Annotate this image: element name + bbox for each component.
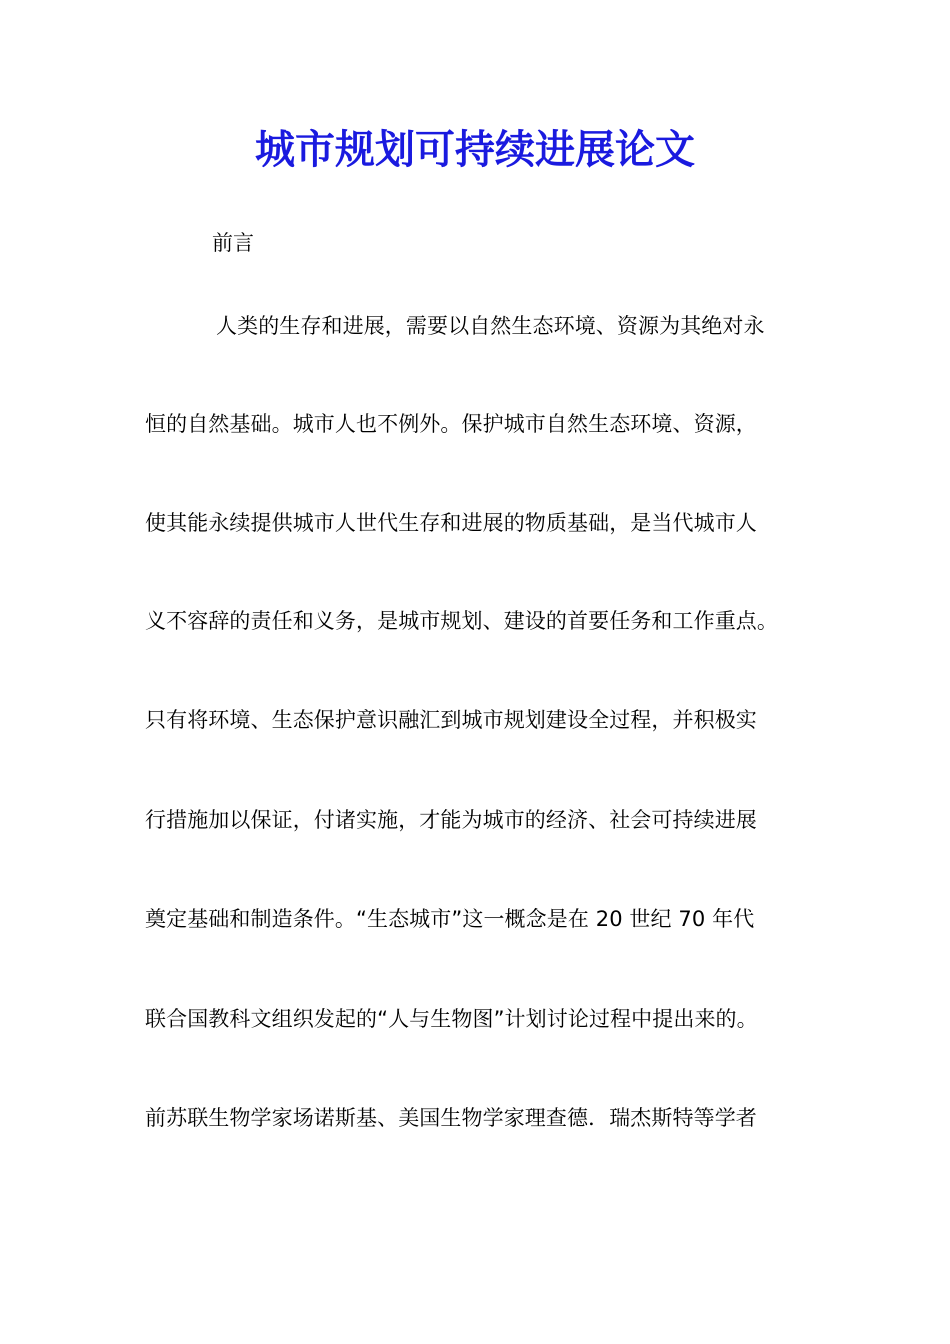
paragraph-line: 义不容辞的责任和义务，是城市规划、建设的首要任务和工作重点。 [145, 609, 778, 633]
paragraph-line: 人类的生存和进展，需要以自然生态环境、资源为其绝对永 [216, 314, 765, 338]
section-heading: 前言 [212, 231, 254, 255]
paragraph-line: 联合国教科文组织发起的“人与生物图”计划讨论过程中提出来的。 [145, 1007, 758, 1031]
paragraph-line: 奠定基础和制造条件。“生态城市”这一概念是在 20 世纪 70 年代 [145, 907, 755, 931]
paragraph-line: 只有将环境、生态保护意识融汇到城市规划建设全过程，并积极实 [145, 708, 757, 732]
paragraph-line: 恒的自然基础。城市人也不例外。保护城市自然生态环境、资源， [145, 412, 757, 436]
paragraph-line: 行措施加以保证，付诸实施，才能为城市的经济、社会可持续进展 [145, 808, 757, 832]
document-title: 城市规划可持续进展论文 [255, 126, 695, 173]
paragraph-line: 前苏联生物学家场诺斯基、美国生物学家理查德．瑞杰斯特等学者 [145, 1106, 757, 1130]
paragraph-line: 使其能永续提供城市人世代生存和进展的物质基础，是当代城市人 [145, 511, 757, 535]
